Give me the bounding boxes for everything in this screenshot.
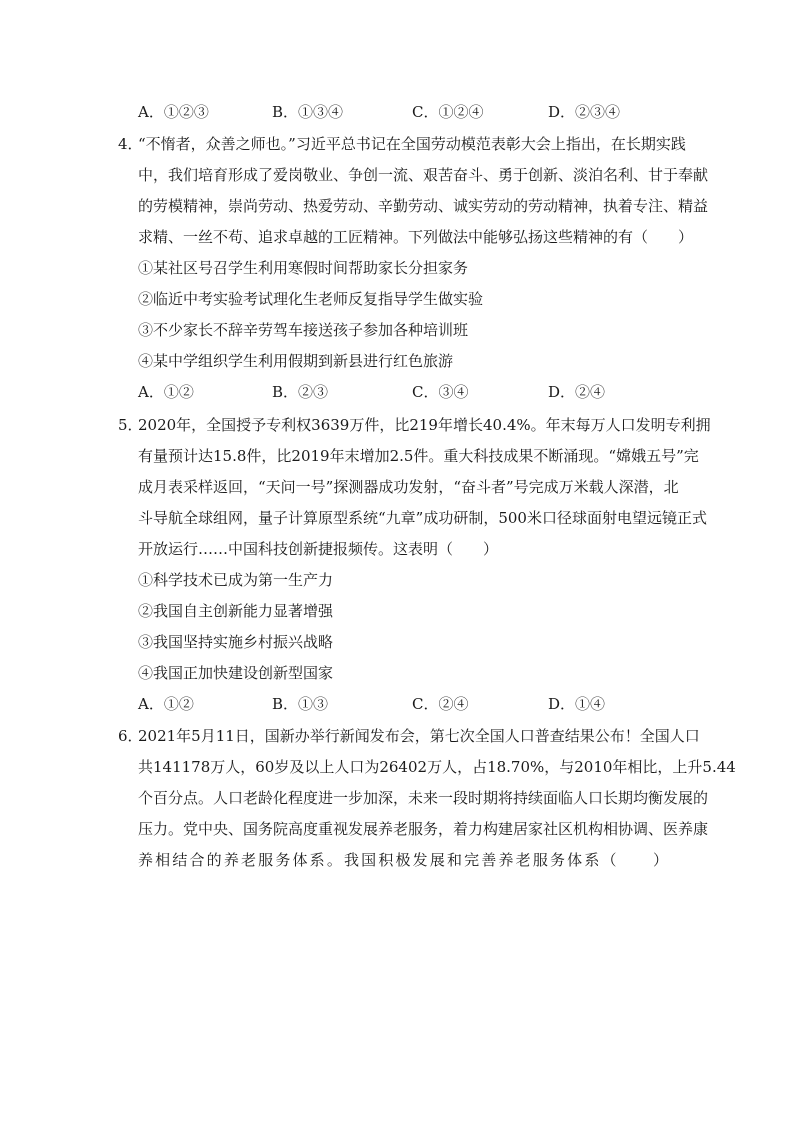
q4-statement-1: ①某社区号召学生利用寒假时间帮助家长分担家务: [138, 259, 469, 277]
q4-option-a[interactable]: A．①②: [138, 383, 194, 401]
q4-option-c[interactable]: C．③④: [412, 383, 469, 401]
q5-number: 5．: [118, 416, 143, 434]
q5-option-c[interactable]: C．②④: [412, 695, 469, 713]
q3-option-d[interactable]: D．②③④: [548, 103, 621, 121]
q5-statement-3: ③我国坚持实施乡村振兴战略: [138, 633, 334, 651]
q6-number: 6．: [118, 727, 143, 745]
q5-option-a[interactable]: A．①②: [138, 695, 194, 713]
q4-stem-line-3: 的劳模精神，崇尚劳动、热爱劳动、辛勤劳动、诚实劳动的劳动精神，执着专注、精益: [138, 197, 709, 215]
q6-stem-line-2: 共141178万人，60岁及以上人口为26402万人，占18.70%，与2010年相比，上升5.44: [138, 758, 736, 776]
q6-stem-line-1: 2021年5月11日，国新办举行新闻发布会，第七次全国人口普查结果公布！全国人口: [138, 727, 700, 745]
q5-options: [138, 694, 658, 714]
q4-statement-3: ③不少家长不辞辛劳驾车接送孩子参加各种培训班: [138, 321, 469, 339]
q6-stem-line-5: 养相结合的养老服务体系。我国积极发展和完善养老服务体系（ ）: [138, 851, 668, 869]
q4-stem-line-4: 求精、一丝不苟、追求卓越的工匠精神。下列做法中能够弘扬这些精神的有（ ）: [138, 228, 694, 246]
q5-stem-line-1: 2020年，全国授予专利权3639万件，比219年增长40.4%。年末每万人口发明专利拥: [138, 416, 711, 434]
q5-stem-line-4: 斗导航全球组网，量子计算原型系统“九章”成功研制，500米口径球面射电望远镜正式: [138, 509, 707, 527]
q4-statement-4: ④某中学组织学生利用假期到新县进行红色旅游: [138, 352, 454, 370]
q4-statement-2: ②临近中考实验考试理化生老师反复指导学生做实验: [138, 290, 484, 308]
q6-stem-line-3: 个百分点。人口老龄化程度进一步加深，未来一段时期将持续面临人口长期均衡发展的: [138, 789, 709, 807]
q3-option-a[interactable]: A．①②③: [138, 103, 209, 121]
q3-options: [138, 102, 658, 122]
q5-statement-2: ②我国自主创新能力显著增强: [138, 602, 334, 620]
q4-stem-line-2: 中，我们培育形成了爱岗敬业、争创一流、艰苦奋斗、勇于创新、淡泊名利、甘于奉献: [138, 166, 709, 184]
q5-stem-line-2: 有量预计达15.8件，比2019年末增加2.5件。重大科技成果不断涌现。“嫦娥五号”完: [138, 447, 699, 465]
q5-statement-1: ①科学技术已成为第一生产力: [138, 571, 334, 589]
q5-stem-line-3: 成月表采样返回，“天问一号”探测器成功发射，“奋斗者”号完成万米载人深潜，北: [138, 478, 679, 496]
q6-stem-line-4: 压力。党中央、国务院高度重视发展养老服务，着力构建居家社区机构相协调、医养康: [138, 820, 709, 838]
q4-number: 4．: [118, 135, 143, 153]
q4-stem-line-1: “不惰者，众善之师也。”习近平总书记在全国劳动模范表彰大会上指出，在长期实践: [138, 135, 686, 153]
q5-option-d[interactable]: D．①④: [548, 695, 606, 713]
q4-option-d[interactable]: D．②④: [548, 383, 606, 401]
q3-option-c[interactable]: C．①②④: [412, 103, 484, 121]
q5-option-b[interactable]: B．①③: [272, 695, 329, 713]
q3-option-b[interactable]: B．①③④: [272, 103, 344, 121]
q4-options: [138, 382, 658, 402]
q5-stem-line-5: 开放运行……中国科技创新捷报频传。这表明（ ）: [138, 540, 499, 558]
q4-option-b[interactable]: B．②③: [272, 383, 329, 401]
q5-statement-4: ④我国正加快建设创新型国家: [138, 664, 334, 682]
